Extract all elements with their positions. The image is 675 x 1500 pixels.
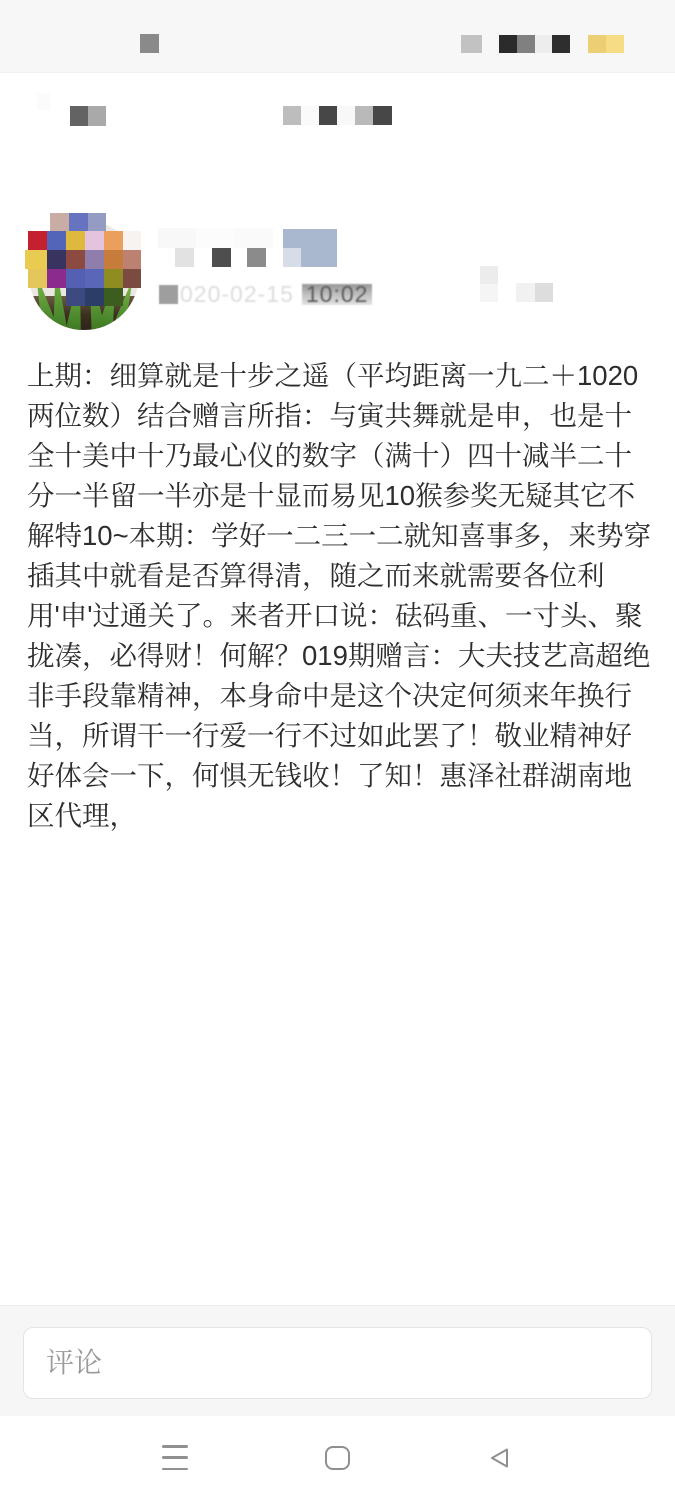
avatar[interactable] (29, 220, 139, 330)
censor-block (175, 248, 194, 267)
timestamp-censor-block (159, 285, 178, 304)
censor-block (355, 106, 373, 125)
censor-block (88, 106, 106, 126)
censor-block (535, 283, 553, 302)
avatar-grass-photo (29, 296, 139, 330)
censor-block (70, 106, 88, 126)
censor-block (283, 106, 301, 125)
censor-block (301, 106, 319, 125)
post-body-text: 上期：细算就是十步之遥（平均距离一九二＋1020两位数）结合赠言所指：与寅共舞就是申，也是十全十美中十乃最心仪的数字（满十）四十减半二十分一半留一半亦是十显而易见10猴参奖无疑其它不解特10~本期：学好一二三一二就知喜事多，来势穿插其中就看是否算得清，随之而来就需要各位利用'申'过通关了。来者开口说：砝码重、一寸头、聚拢凑，必得财！何解？019期赠言：大夫技艺高超绝非手段靠精神，本身命中是这个决定何须来年换行当，所谓干一行爱一行不过如此罢了！敬业精神好好体会一下，何惧无钱收！了知！惠泽社群湖南地区代理， (27, 360, 652, 831)
comment-bar (0, 1305, 675, 1416)
censor-block (196, 228, 234, 248)
censor-block (247, 248, 266, 267)
back-icon[interactable] (486, 1446, 513, 1470)
home-icon[interactable] (325, 1446, 350, 1470)
comment-input[interactable] (23, 1327, 652, 1399)
censor-block (319, 106, 337, 125)
censor-block (480, 284, 498, 302)
censor-block (212, 248, 231, 267)
status-bar (0, 0, 675, 73)
timestamp-dark-text: 10:02 (302, 284, 373, 305)
censor-block (234, 228, 273, 248)
censor-block (337, 106, 355, 125)
censor-block (283, 229, 337, 267)
censor-block (373, 106, 392, 125)
censor-block (516, 283, 535, 302)
menu-icon[interactable] (162, 1445, 188, 1470)
censor-block (158, 228, 196, 248)
censor-block (37, 93, 50, 110)
censor-block (480, 266, 498, 284)
post-timestamp (159, 280, 372, 307)
timestamp-faint-text: 020-02-15 (180, 280, 294, 307)
censor-block (283, 248, 301, 267)
